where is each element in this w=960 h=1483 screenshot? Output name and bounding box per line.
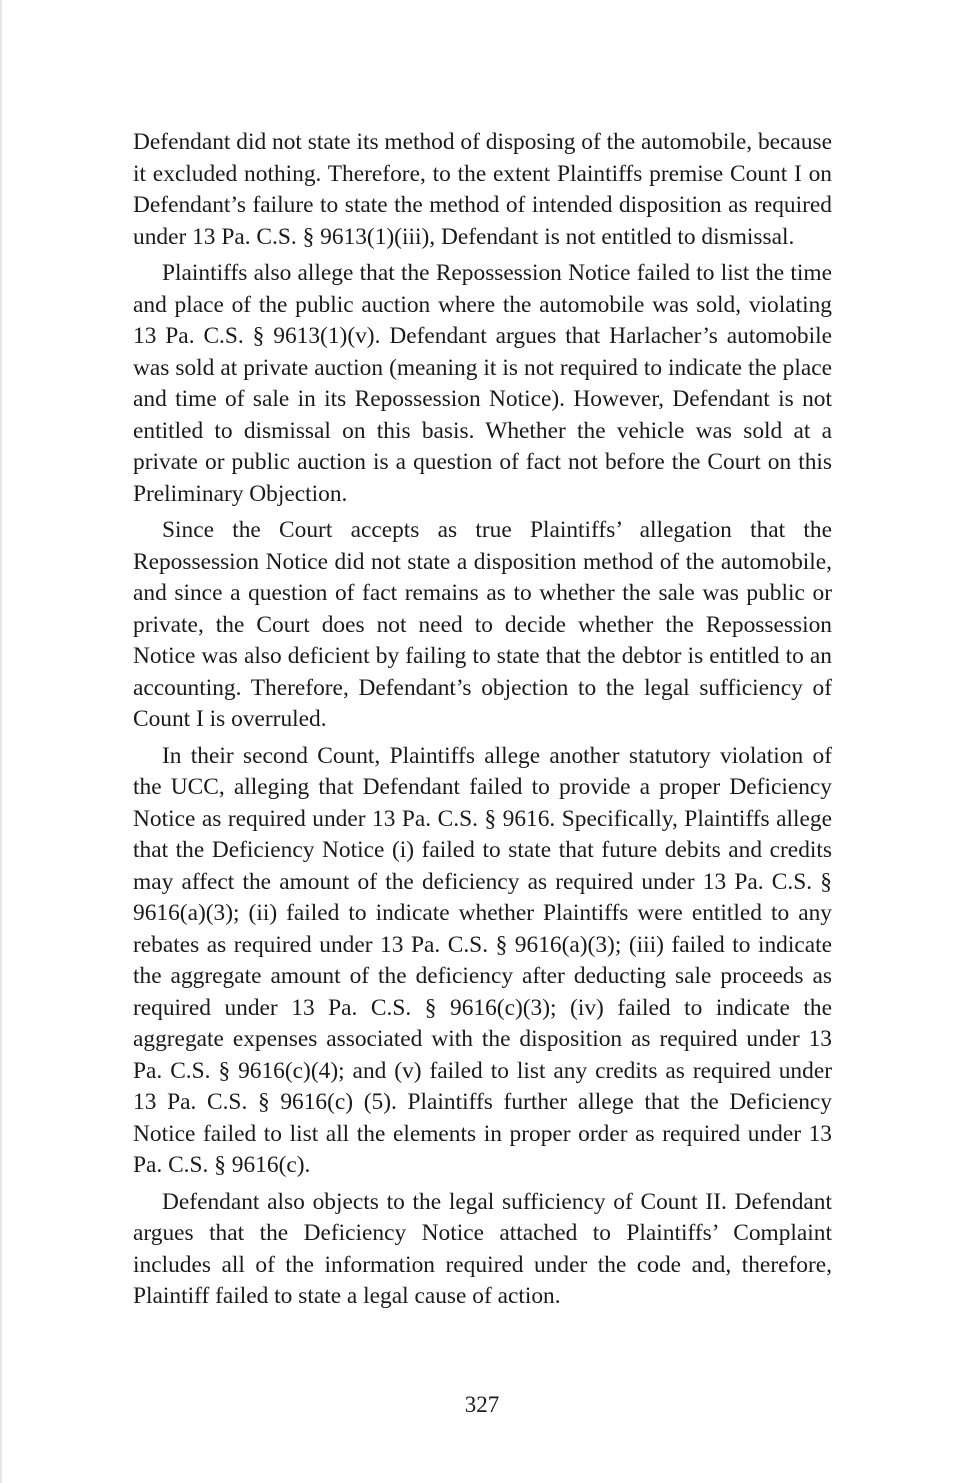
paragraph-count-one-ruling: Since the Court accepts as true Plaintiffs’ allegation that the Repossession Notice did not state a disposition method of the automobile, and since a question of fact remains as to whether the sale was public or private, the Court does not need to decide whether the Repossession Notice was also deficient by failing to state that the debtor is entitled to an accounting. Therefore, Defendant’s objection to the legal sufficiency of Count I is overruled. <box>133 517 832 732</box>
body-text <box>133 127 832 1318</box>
paragraph-repossession-notice-auction: Plaintiffs also allege that the Repossession Notice failed to list the time and place of the public auction where the automobile was sold, violating 13 Pa. C.S. § 9613(1)(v). Defendant argues that Harlacher’s automobile was sold at private auction (meaning it is not required to indicate the place and time of sale in its Repossession Notice). However, Defendant is not entitled to dismissal on this basis. Whether the vehicle was sold at a private or public auction is a question of fact not before the Court on this Preliminary Objection. <box>133 260 832 507</box>
paragraph-continuation: Defendant did not state its method of disposing of the automobile, because it excluded nothing. Therefore, to the extent Plaintiffs premise Count I on Defendant’s failure to state the method of intended disposition as required under 13 Pa. C.S. § 9613(1)(iii), Defendant is not entitled to dismissal. <box>133 129 832 250</box>
paragraph-count-two-allegations: In their second Count, Plaintiffs allege another statutory violation of the UCC, alleging that Defendant failed to provide a proper Deficiency Notice as required under 13 Pa. C.S. § 9616. Specifically, Plaintiffs allege that the Deficiency Notice (i) failed to state that future debits and credits may affect the amount of the deficiency as required under 13 Pa. C.S. § 9616(a)(3); (ii) failed to indicate whether Plaintiffs were entitled to any rebates as required under 13 Pa. C.S. § 9616(a)(3); (iii) failed to indicate the aggregate amount of the deficiency after deducting sale proceeds as required under 13 Pa. C.S. § 9616(c)(3); (iv) failed to indicate the aggregate expenses associated with the disposition as required under 13 Pa. C.S. § 9616(c)(4); and (v) failed to list any credits as required under 13 Pa. C.S. § 9616(c) (5). Plaintiffs further allege that the Deficiency Notice failed to list all the elements in proper order as required under 13 Pa. C.S. § 9616(c). <box>133 742 832 1178</box>
page-number: 327 <box>464 1392 500 1417</box>
paragraph-count-two-objection: Defendant also objects to the legal sufficiency of Count II. Defendant argues that the Deficiency Notice attached to Plaintiffs’ Complaint includes all of the information required under the code and, therefore, Plaintiff failed to state a legal cause of action. <box>133 1188 832 1309</box>
